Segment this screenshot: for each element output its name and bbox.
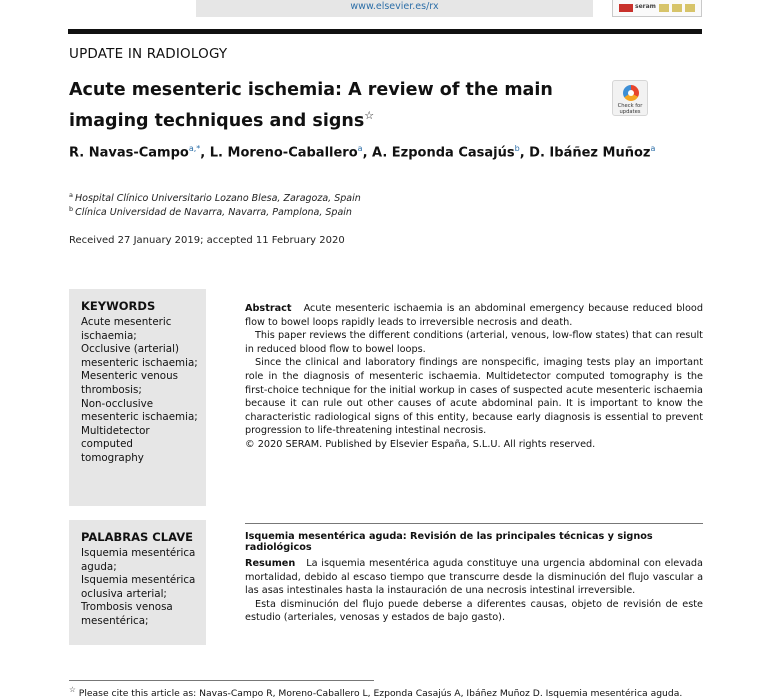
palabras-clave-heading: PALABRAS CLAVE bbox=[81, 530, 193, 544]
author-list: R. Navas-Campo$^{a,*}$, L. Moreno-Caballero$^a$, A. Ezponda Casajús$^b$, D. Ibáñez Muñoz$^a$ bbox=[69, 144, 656, 161]
keywords-list bbox=[81, 316, 199, 466]
author-affiliation-link[interactable]: a bbox=[650, 144, 656, 153]
resumen bbox=[245, 557, 703, 625]
badge-text-line1: Check for bbox=[617, 103, 643, 109]
palabras-clave-list bbox=[81, 547, 199, 629]
author-name: R. Navas-Campo bbox=[69, 145, 189, 161]
footnote-text: Please cite this article as: Navas-Campo R, Moreno-Caballero L, Ezponda Casajús A, Ibáñez Muñoz D. Isquemia mesentérica aguda. bbox=[78, 688, 683, 700]
spanish-section-rule bbox=[245, 523, 703, 524]
author-affiliation-link[interactable]: a,* bbox=[188, 144, 201, 153]
affiliation-b: $^b$ Clínica Universidad de Navarra, Navarra, Pamplona, Spain bbox=[69, 205, 352, 219]
resumen-paragraph: La isquemia mesentérica aguda constituye una urgencia abdominal con elevada mortalidad, debido al escaso tiempo que transcurre desde la disminución del flujo vascular a las asas intestinales hasta la instauración de una necrosis intestinal irreversible. bbox=[245, 558, 703, 597]
resumen-paragraph: Esta disminución del flujo puede deberse a diferentes causas, objeto de revisión de este estudio (arteriales, venosas y estados de bajo gasto). bbox=[245, 598, 703, 624]
keyword-item: Multidetector computed tomography bbox=[81, 424, 150, 464]
author-name: A. Ezponda Casajús bbox=[372, 145, 515, 161]
abstract-paragraph: Acute mesenteric ischaemia is an abdominal emergency because reduced blood flow to bowel loops rapidly leads to irreversible necrosis and death. bbox=[245, 303, 703, 328]
abstract-label: Abstract bbox=[245, 303, 292, 314]
footnote-mark: ☆ bbox=[69, 685, 76, 694]
citation-footnote bbox=[69, 685, 703, 699]
received-dates: Received 27 January 2019; accepted 11 February 2020 bbox=[69, 235, 345, 246]
author-name: D. Ibáñez Muñoz bbox=[529, 145, 651, 161]
abstract bbox=[245, 302, 703, 452]
header-rule bbox=[68, 29, 702, 34]
journal-header-banner bbox=[196, 0, 593, 17]
palabras-clave-box bbox=[69, 520, 206, 645]
footnote-rule bbox=[69, 680, 374, 681]
abstract-paragraph: This paper reviews the different conditions (arterial, venous, low-flow states) that can result in reduced blood flow to bowel loops. bbox=[245, 330, 703, 355]
keyword-item: Occlusive (arterial) mesenteric ischaemia; bbox=[81, 343, 198, 369]
section-label: UPDATE IN RADIOLOGY bbox=[69, 46, 228, 62]
spanish-title: Isquemia mesentérica aguda: Revisión de las principales técnicas y signos radiológicos bbox=[245, 531, 653, 553]
palabra-clave-item: Isquemia mesentérica aguda; bbox=[81, 547, 196, 573]
palabra-clave-item: Trombosis venosa mesentérica; bbox=[81, 601, 173, 627]
title-line-1: Acute mesenteric ischemia: A review of the main bbox=[69, 80, 553, 100]
article-title bbox=[69, 78, 589, 134]
author-affiliation-link[interactable]: b bbox=[514, 144, 520, 153]
affiliation-a: $^a$ Hospital Clínico Universitario Lozano Blesa, Zaragoza, Spain bbox=[69, 191, 361, 205]
author-name: L. Moreno-Caballero bbox=[209, 145, 358, 161]
keywords-heading: KEYWORDS bbox=[81, 299, 156, 313]
journal-logo-text: seram bbox=[635, 3, 656, 10]
check-for-updates-badge[interactable] bbox=[612, 80, 648, 116]
title-line-2: imaging techniques and signs bbox=[69, 110, 365, 131]
abstract-paragraph: Since the clinical and laboratory findings are nonspecific, imaging tests play an important role in the diagnosis of mesenteric ischaemia. Multidetector computed tomography is the first-choice technique for the initial workup in cases of suspected acute mesenteric ischaemia because it can rule out other causes of acute abdominal pain. It is important to know the characteristic radiological signs of this entity, because early diagnosis is essential to prevent progression to life-threatening intestinal necrosis. bbox=[245, 357, 703, 437]
keyword-item: Mesenteric venous thrombosis; bbox=[81, 370, 178, 396]
title-footnote-mark[interactable]: ☆ bbox=[364, 109, 375, 122]
palabra-clave-item: Isquemia mesentérica oclusiva arterial; bbox=[81, 574, 196, 600]
journal-logo bbox=[612, 0, 702, 17]
resumen-label: Resumen bbox=[245, 558, 296, 569]
badge-text-line2: updates bbox=[619, 109, 641, 115]
journal-url-link[interactable]: www.elsevier.es/rx bbox=[350, 1, 439, 12]
keyword-item: Acute mesenteric ischaemia; bbox=[81, 316, 172, 342]
keyword-item: Non-occlusive mesenteric ischaemia; bbox=[81, 397, 198, 424]
keywords-box bbox=[69, 289, 206, 506]
abstract-copyright: © 2020 SERAM. Published by Elsevier España, S.L.U. All rights reserved. bbox=[245, 438, 596, 450]
author-affiliation-link[interactable]: a bbox=[357, 144, 363, 153]
crossmark-icon bbox=[623, 85, 639, 101]
